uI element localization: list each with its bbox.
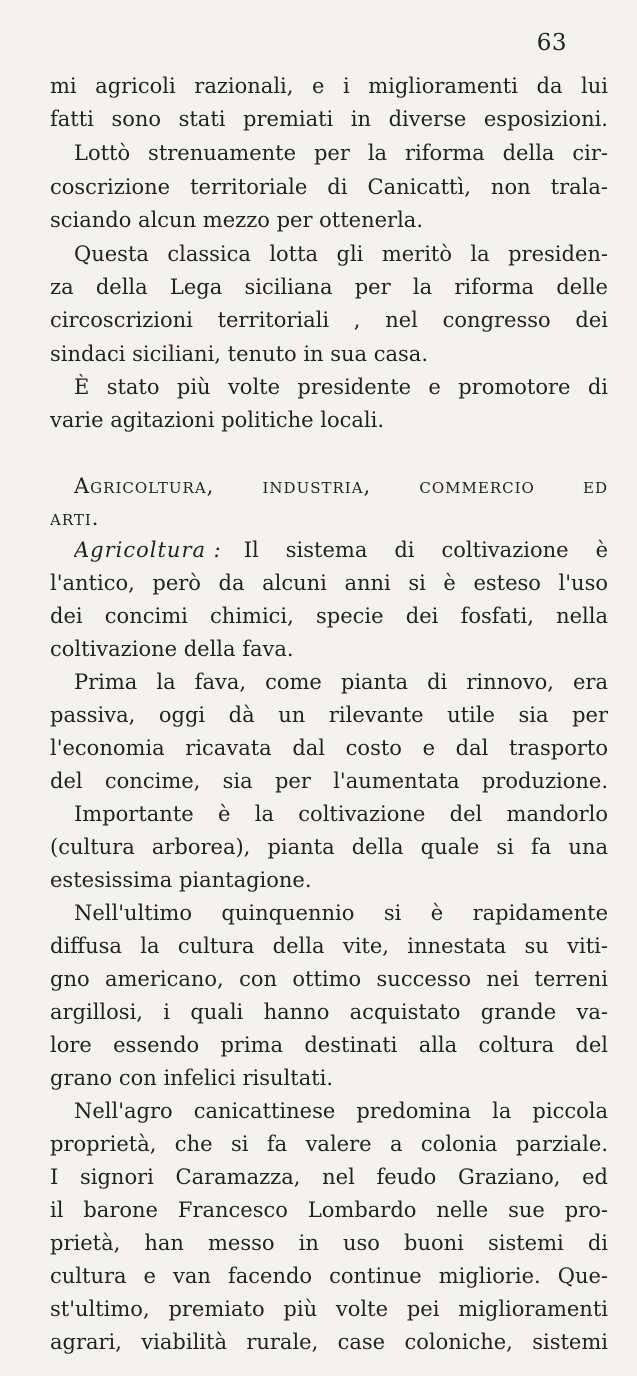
- text-line: Il sistema di coltivazione è: [243, 538, 608, 562]
- text-line: Prima la fava, come pianta di rinnovo, era: [74, 670, 608, 694]
- text-line: estesissima piantagione.: [50, 868, 312, 892]
- text-line: il barone Francesco Lombardo nelle sue pro-: [50, 1198, 608, 1222]
- text-line: cultura e van facendo continue migliorie. Que-: [50, 1264, 608, 1288]
- text-line: sindaci siciliani, tenuto in sua casa.: [50, 342, 428, 366]
- text-line: del concime, sia per l'aumentata produzione.: [50, 769, 608, 793]
- agricoltura-label: Agricoltura :: [74, 538, 222, 562]
- text-line-agricoltura: [74, 535, 608, 565]
- text-line: È stato più volte presidente e promotore di: [74, 375, 608, 399]
- text-line: I signori Caramazza, nel feudo Graziano, ed: [50, 1165, 608, 1189]
- text-line: Importante è la coltivazione del mandorlo: [74, 802, 608, 826]
- text-line: l'antico, però da alcuni anni si è esteso l'uso: [50, 571, 608, 595]
- section-heading: Agricoltura, industria, commercio ed: [74, 474, 608, 498]
- text-line: grano con infelici risultati.: [50, 1066, 334, 1090]
- section-heading-cont: arti.: [50, 506, 100, 530]
- text-line: varie agitazioni politiche locali.: [50, 408, 385, 432]
- page-number: 63: [536, 30, 567, 56]
- text-line: za della Lega siciliana per la riforma delle: [50, 275, 608, 299]
- text-line: (cultura arborea), pianta della quale si fa una: [50, 835, 608, 859]
- text-line: circoscrizioni territoriali , nel congresso dei: [50, 308, 608, 332]
- text-line: st'ultimo, premiato più volte pei miglioramenti: [50, 1297, 608, 1321]
- text-line: sciando alcun mezzo per ottenerla.: [50, 208, 424, 232]
- text-line: coltivazione della fava.: [50, 637, 294, 661]
- text-line: coscrizione territoriale di Canicattì, non trala-: [50, 175, 608, 199]
- text-line: gno americano, con ottimo successo nei terreni: [50, 967, 608, 991]
- text-line: Nell'ultimo quinquennio si è rapidamente: [74, 901, 608, 925]
- text-line: passiva, oggi dà un rilevante utile sia per: [50, 703, 608, 727]
- text-line: lore essendo prima destinati alla coltura del: [50, 1033, 608, 1057]
- text-line: mi agricoli razionali, e i miglioramenti da lui: [50, 74, 608, 98]
- text-line: Lottò strenuamente per la riforma della cir-: [74, 141, 608, 165]
- text-line: argillosi, i quali hanno acquistato grande va-: [50, 1000, 608, 1024]
- text-line: prietà, han messo in uso buoni sistemi di: [50, 1231, 608, 1255]
- text-line: dei concimi chimici, specie dei fosfati, nella: [50, 604, 608, 628]
- text-line: Nell'agro canicattinese predomina la piccola: [74, 1099, 608, 1123]
- text-line: fatti sono stati premiati in diverse esposizioni.: [50, 107, 608, 131]
- text-line: agrari, viabilità rurale, case coloniche, sistemi: [50, 1330, 608, 1354]
- text-line: proprietà, che si fa valere a colonia parziale.: [50, 1132, 608, 1156]
- text-line: diffusa la cultura della vite, innestata su viti-: [50, 934, 608, 958]
- text-line: Questa classica lotta gli meritò la presiden-: [74, 242, 608, 266]
- text-line: l'economia ricavata dal costo e dal trasporto: [50, 736, 608, 760]
